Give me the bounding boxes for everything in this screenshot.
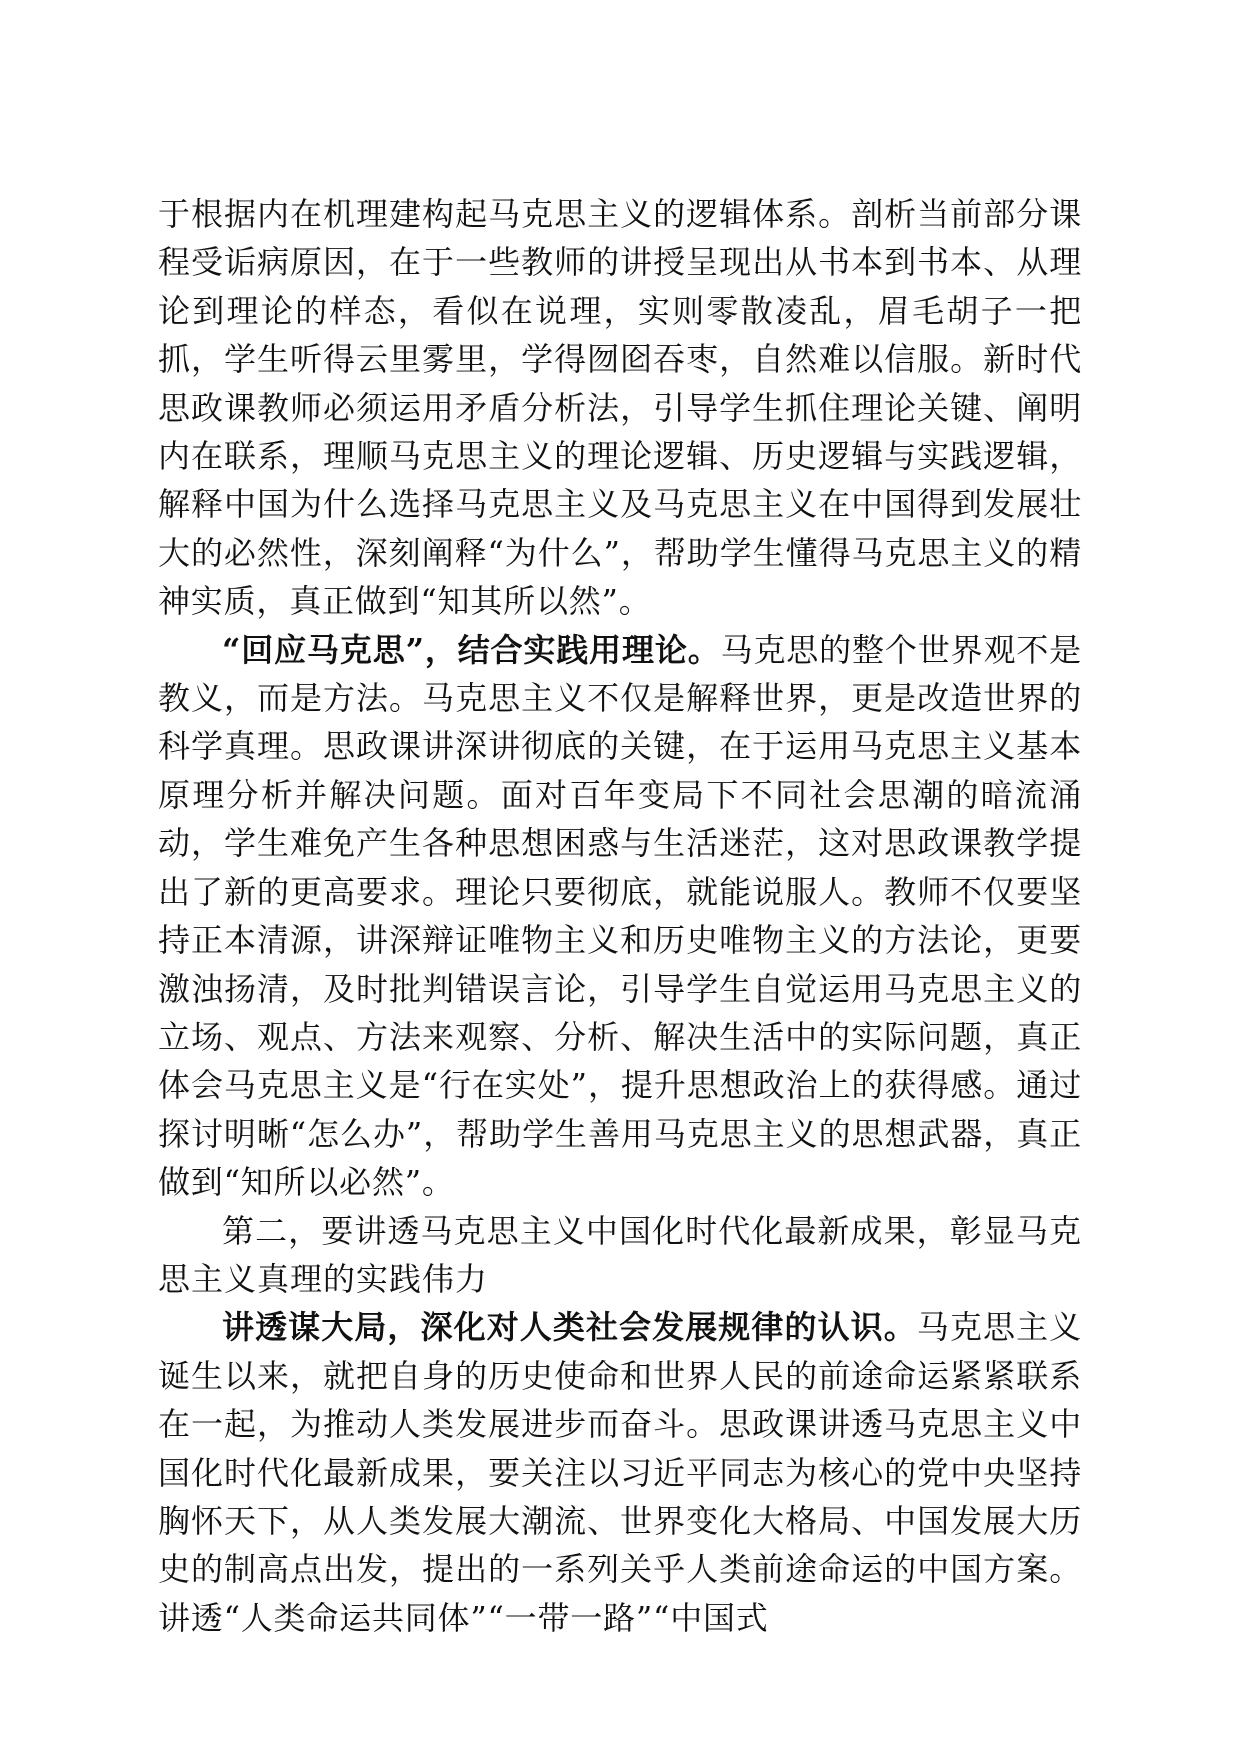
paragraph-big-picture [158, 1303, 1082, 1642]
paragraph-text: 马克思的整个世界观不是教义，而是方法。马克思主义不仅是解释世界，更是改造世界的科学真理。思政课讲深讲彻底的关键，在于运用马克思主义基本原理分析并解决问题。面对百年变局下不同社会思潮的暗流涌动，学生难免产生各种思想困惑与生活迷茫，这对思政课教学提出了新的更高要求。理论只要彻底，就能说服人。教师不仅要坚持正本清源，讲深辩证唯物主义和历史唯物主义的方法论，更要激浊扬清，及时批判错误言论，引导学生自觉运用马克思主义的立场、观点、方法来观察、分析、解决生活中的实际问题，真正体会马克思主义是“行在实处”，提升思想政治上的获得感。通过探讨明晰“怎么办”，帮助学生善用马克思主义的思想武器，真正做到“知所以必然”。 [158, 630, 1082, 1202]
paragraph-text: 于根据内在机理建构起马克思主义的逻辑体系。剖析当前部分课程受诟病原因，在于一些教师的讲授呈现出从书本到书本、从理论到理论的样态，看似在说理，实则零散凌乱，眉毛胡子一把抓，学生听得云里雾里，学得囫囵吞枣，自然难以信服。新时代思政课教师必须运用矛盾分析法，引导学生抓住理论关键、阐明内在联系，理顺马克思主义的理论逻辑、历史逻辑与实践逻辑，解释中国为什么选择马克思主义及马克思主义在中国得到发展壮大的必然性，深刻阐释“为什么”，帮助学生懂得马克思主义的精神实质，真正做到“知其所以然”。 [158, 195, 1082, 621]
paragraph-respond-to-marx [158, 626, 1082, 1207]
paragraph-continuation [158, 190, 1082, 626]
section-heading-text: 第二，要讲透马克思主义中国化时代化最新成果，彰显马克思主义真理的实践伟力 [158, 1211, 1082, 1298]
paragraph-lead: 讲透谋大局，深化对人类社会发展规律的认识。 [222, 1308, 917, 1347]
document-page [158, 190, 1082, 1642]
section-heading [158, 1207, 1082, 1304]
paragraph-lead: “回应马克思”，结合实践用理论。 [222, 630, 721, 669]
paragraph-text: 马克思主义诞生以来，就把自身的历史使命和世界人民的前途命运紧紧联系在一起，为推动人类发展进步而奋斗。思政课讲透马克思主义中国化时代化最新成果，要关注以习近平同志为核心的党中央坚持胸怀天下，从人类发展大潮流、世界变化大格局、中国发展大历史的制高点出发，提出的一系列关乎人类前途命运的中国方案。讲透“人类命运共同体”“一带一路”“中国式 [158, 1308, 1082, 1637]
